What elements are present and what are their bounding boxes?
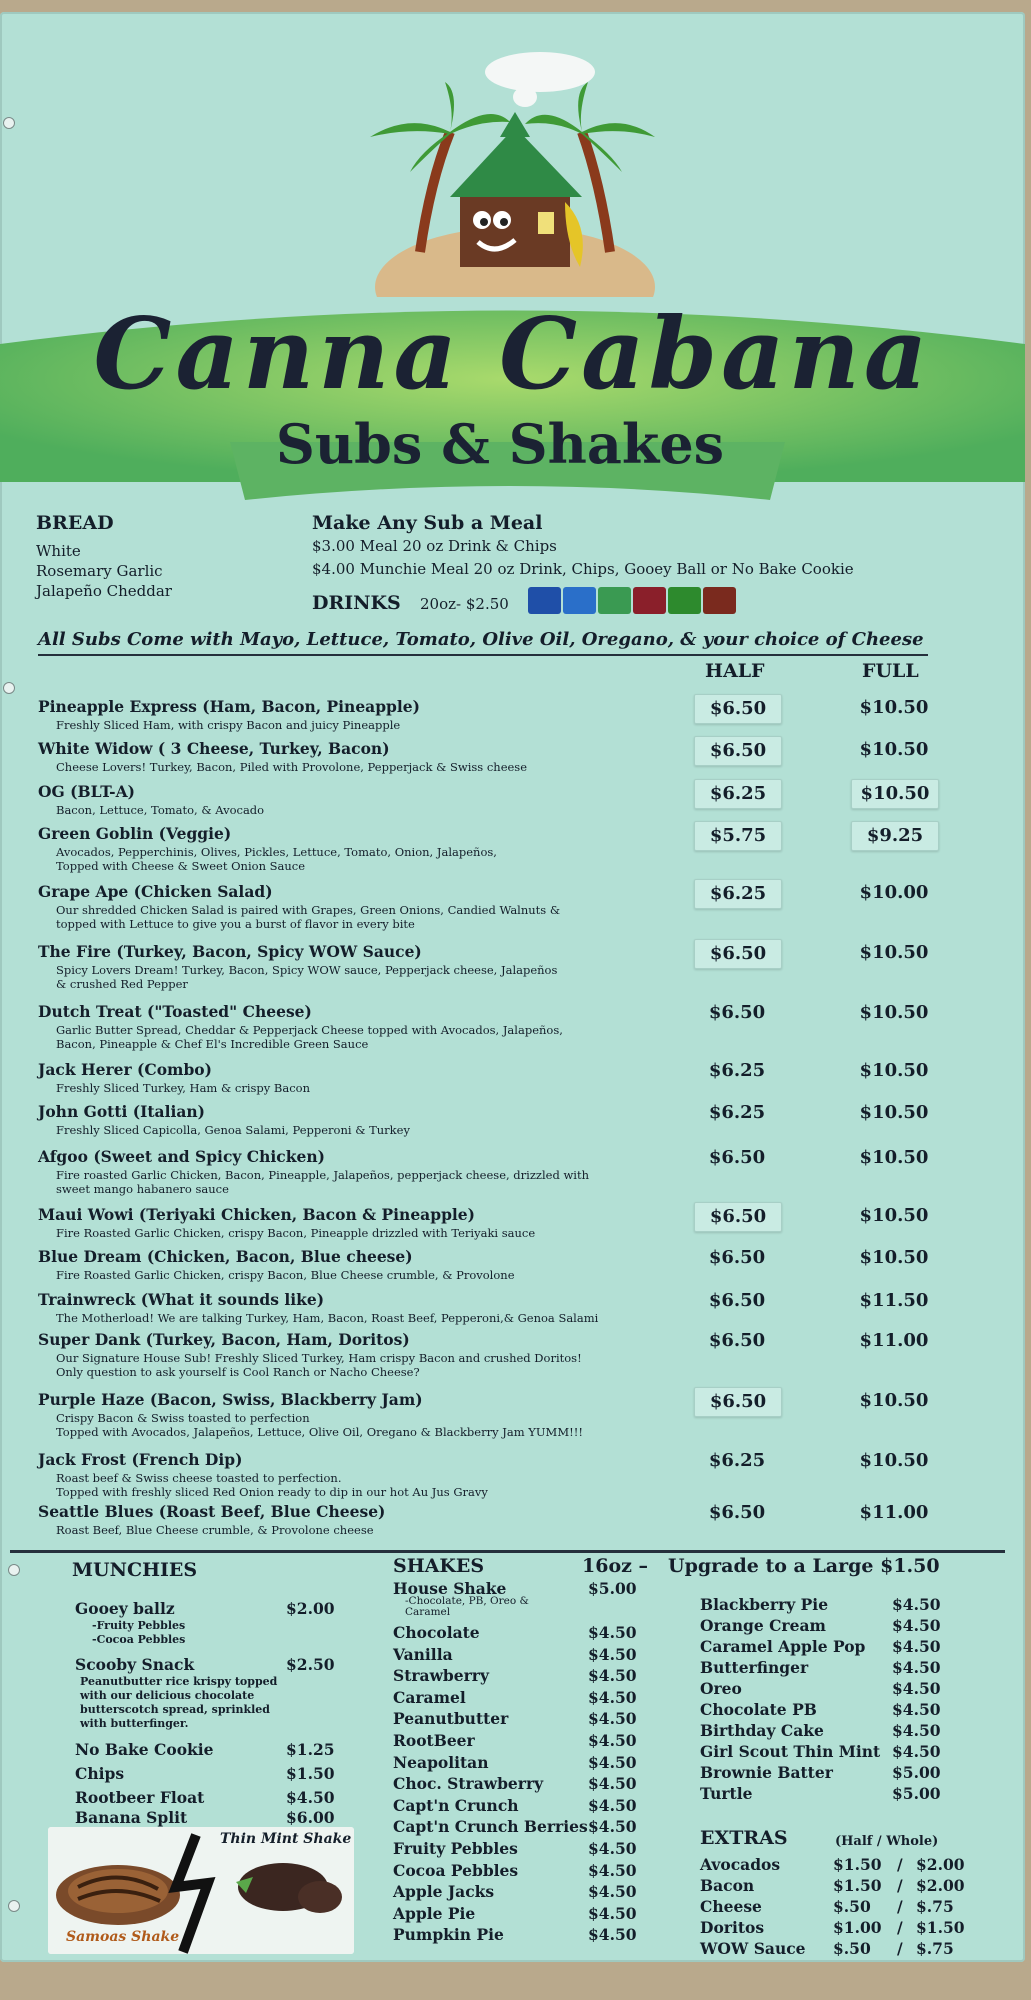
munchie-note: Peanutbutter rice krispy topped: [80, 1675, 278, 1688]
extra-whole-price: $.75: [916, 1939, 954, 1958]
sub-half-price: $6.50: [694, 736, 782, 766]
sub-half-price: $6.50: [708, 1002, 766, 1023]
sub-description: Only question to ask yourself is Cool Ranch or Nacho Cheese?: [56, 1365, 420, 1379]
sub-name: Jack Frost (French Dip): [38, 1450, 243, 1469]
munchie-name: No Bake Cookie: [75, 1740, 214, 1759]
pepsi-logo-icon: [528, 587, 561, 614]
sub-half-price: $6.50: [708, 1330, 766, 1351]
sub-name: Pineapple Express (Ham, Bacon, Pineapple): [38, 697, 420, 716]
sub-half-price: $5.75: [694, 821, 782, 851]
extra-whole-price: $1.50: [916, 1918, 965, 1937]
sub-full-price: $10.50: [859, 1002, 929, 1023]
sub-half-price: $6.50: [694, 694, 782, 724]
mountain-dew-logo-icon: [668, 587, 701, 614]
mist-logo-icon: [598, 587, 631, 614]
meal-line: $4.00 Munchie Meal 20 oz Drink, Chips, Gooey Ball or No Bake Cookie: [312, 560, 854, 578]
shake-name: Girl Scout Thin Mint: [700, 1742, 881, 1761]
sub-half-price: $6.25: [708, 1060, 766, 1081]
shake-price: $5.00: [892, 1763, 941, 1782]
shake-name: RootBeer: [393, 1731, 475, 1750]
sub-description: Our shredded Chicken Salad is paired with Grapes, Green Onions, Candied Walnuts &: [56, 903, 561, 917]
shake-name: Capt'n Crunch Berries: [393, 1817, 588, 1837]
shake-price: $4.50: [588, 1709, 637, 1729]
munchie-note: butterscotch spread, sprinkled: [80, 1703, 270, 1716]
munchie-name: Banana Split: [75, 1808, 188, 1827]
shake-price: $4.50: [892, 1742, 941, 1761]
screw: [3, 117, 15, 129]
munchie-price: $4.50: [286, 1788, 335, 1807]
shake-price: $4.50: [588, 1731, 637, 1750]
sub-full-price: $9.25: [851, 821, 939, 851]
shake-price: $5.00: [588, 1579, 637, 1598]
sub-description: Freshly Sliced Capicolla, Genoa Salami, Pepperoni & Turkey: [56, 1123, 410, 1137]
brand-title: Canna Cabana: [93, 297, 932, 412]
sub-description: Fire roasted Garlic Chicken, Bacon, Pineapple, Jalapeños, pepperjack cheese, drizzled with: [56, 1168, 590, 1182]
sub-name: Super Dank (Turkey, Bacon, Ham, Doritos): [38, 1330, 410, 1349]
sub-name: Purple Haze (Bacon, Swiss, Blackberry Jam): [38, 1390, 423, 1409]
sub-full-price: $11.00: [859, 1330, 929, 1351]
screw: [3, 682, 15, 694]
sub-description: Spicy Lovers Dream! Turkey, Bacon, Spicy WOW sauce, Pepperjack cheese, Jalapeños: [56, 963, 558, 977]
cabana-logo-icon: [350, 42, 680, 297]
half-header: HALF: [705, 660, 765, 682]
sub-full-price: $11.00: [859, 1502, 929, 1523]
sub-description: Freshly Sliced Turkey, Ham & crispy Bacon: [56, 1081, 310, 1095]
subs-note: All Subs Come with Mayo, Lettuce, Tomato, Olive Oil, Oregano, & your choice of Cheese: [38, 629, 924, 650]
shake-price: $4.50: [892, 1616, 941, 1635]
sub-half-price: $6.50: [708, 1247, 766, 1268]
munchie-note: with butterfinger.: [80, 1717, 189, 1730]
dr-pepper-logo-icon: [633, 587, 666, 614]
sub-full-price: $11.50: [859, 1290, 929, 1311]
extra-separator: /: [897, 1918, 903, 1937]
full-header: FULL: [862, 660, 919, 682]
munchie-note: with our delicious chocolate: [80, 1689, 255, 1702]
sub-half-price: $6.25: [708, 1102, 766, 1123]
sub-full-price: $10.50: [859, 1247, 929, 1268]
shake-name: House Shake: [393, 1579, 507, 1598]
sub-full-price: $10.50: [859, 1450, 929, 1471]
munchie-name: Scooby Snack: [75, 1655, 195, 1674]
extra-half-price: $.50: [833, 1939, 871, 1958]
extra-name: Avocados: [700, 1855, 781, 1874]
shake-name: Birthday Cake: [700, 1721, 824, 1740]
shake-name: Neapolitan: [393, 1752, 489, 1772]
sub-full-price: $10.50: [859, 1060, 929, 1081]
sub-half-price: $6.25: [694, 779, 782, 809]
shake-price: $4.50: [892, 1721, 941, 1740]
divider: [38, 654, 928, 656]
shake-name: Vanilla: [393, 1644, 453, 1664]
sub-description: Topped with Cheese & Sweet Onion Sauce: [56, 859, 306, 873]
sub-half-price: $6.25: [694, 879, 782, 909]
extra-separator: /: [897, 1876, 903, 1895]
promo-left-label: Samoas Shake: [66, 1929, 180, 1945]
sub-name: Afgoo (Sweet and Spicy Chicken): [38, 1147, 325, 1166]
extra-name: Bacon: [700, 1876, 755, 1895]
sub-half-price: $6.50: [694, 939, 782, 969]
shake-name: Capt'n Crunch: [393, 1795, 519, 1815]
extra-separator: /: [897, 1939, 903, 1958]
shake-name: Apple Jacks: [393, 1882, 495, 1902]
shakes-size: 16oz –: [582, 1555, 649, 1577]
extras-heading: EXTRAS: [700, 1827, 788, 1849]
sub-half-price: $6.50: [694, 1387, 782, 1417]
shake-name: Fruity Pebbles: [393, 1839, 518, 1858]
sub-name: White Widow ( 3 Cheese, Turkey, Bacon): [38, 739, 390, 758]
shake-price: $4.50: [588, 1882, 637, 1902]
shake-name: Orange Cream: [700, 1616, 826, 1635]
extra-half-price: $.50: [833, 1897, 871, 1916]
shake-price: $4.50: [588, 1774, 637, 1794]
shake-price: $4.50: [588, 1644, 637, 1664]
sub-description: Avocados, Pepperchinis, Olives, Pickles, Lettuce, Tomato, Onion, Jalapeños,: [56, 845, 497, 859]
bread-item: Rosemary Garlic: [36, 562, 163, 580]
sub-description: Cheese Lovers! Turkey, Bacon, Piled with Provolone, Pepperjack & Swiss cheese: [56, 760, 528, 774]
munchie-note: -Cocoa Pebbles: [92, 1633, 186, 1646]
shakes-upgrade: Upgrade to a Large $1.50: [668, 1555, 940, 1577]
sub-description: Garlic Butter Spread, Cheddar & Pepperjack Cheese topped with Avocados, Jalapeños,: [56, 1023, 563, 1037]
drinks-heading: DRINKS: [312, 592, 401, 614]
extra-whole-price: $.75: [916, 1897, 954, 1916]
sub-description: Our Signature House Sub! Freshly Sliced Turkey, Ham crispy Bacon and crushed Doritos!: [56, 1351, 582, 1365]
drink-logos: [528, 587, 738, 614]
bread-item: Jalapeño Cheddar: [36, 582, 172, 600]
munchie-price: $2.50: [286, 1655, 335, 1674]
sub-description: Freshly Sliced Ham, with crispy Bacon and juicy Pineapple: [56, 718, 401, 732]
munchie-name: Gooey ballz: [75, 1599, 175, 1618]
shake-price: $4.50: [588, 1903, 637, 1923]
sub-description: Topped with Avocados, Jalapeños, Lettuce, Olive Oil, Oregano & Blackberry Jam YUMM!!!: [56, 1425, 583, 1439]
munchies-heading: MUNCHIES: [72, 1559, 198, 1581]
sub-half-price: $6.50: [708, 1147, 766, 1168]
diet-pepsi-logo-icon: [563, 587, 596, 614]
extra-name: WOW Sauce: [700, 1939, 806, 1958]
sub-description: & crushed Red Pepper: [56, 977, 188, 991]
extras-columns: (Half / Whole): [835, 1834, 939, 1849]
shake-price: $4.50: [588, 1795, 637, 1815]
meal-line: $3.00 Meal 20 oz Drink & Chips: [312, 537, 557, 555]
sub-half-price: $6.50: [708, 1502, 766, 1523]
munchie-price: $1.25: [286, 1740, 335, 1759]
sub-description: Fire Roasted Garlic Chicken, crispy Bacon, Pineapple drizzled with Teriyaki sauce: [56, 1226, 536, 1240]
screw: [8, 1564, 20, 1576]
sub-description: Roast beef & Swiss cheese toasted to perfection.: [56, 1471, 342, 1485]
shake-name: Choc. Strawberry: [393, 1774, 544, 1794]
sub-full-price: $10.00: [859, 882, 929, 903]
screw: [8, 1900, 20, 1912]
sub-description: Topped with freshly sliced Red Onion ready to dip in our hot Au Jus Gravy: [56, 1485, 488, 1499]
munchie-name: Chips: [75, 1764, 125, 1783]
shake-name: Chocolate PB: [700, 1700, 817, 1719]
shake-price: $4.50: [892, 1595, 941, 1614]
extra-half-price: $1.00: [833, 1918, 882, 1937]
extra-half-price: $1.50: [833, 1855, 882, 1874]
sub-half-price: $6.25: [708, 1450, 766, 1471]
sub-name: Blue Dream (Chicken, Bacon, Blue cheese): [38, 1247, 413, 1266]
shake-name: Apple Pie: [393, 1903, 476, 1923]
munchie-note: -Fruity Pebbles: [92, 1619, 186, 1632]
sub-name: OG (BLT-A): [38, 782, 135, 801]
extra-separator: /: [897, 1897, 903, 1916]
munchie-name: Rootbeer Float: [75, 1788, 205, 1807]
sub-full-price: $10.50: [851, 779, 939, 809]
sub-name: Dutch Treat ("Toasted" Cheese): [38, 1002, 312, 1021]
extra-name: Doritos: [700, 1918, 765, 1937]
sub-name: Green Goblin (Veggie): [38, 824, 232, 843]
sub-description: Crispy Bacon & Swiss toasted to perfection: [56, 1411, 310, 1425]
menu-board: [0, 12, 1025, 1962]
sub-name: Trainwreck (What it sounds like): [38, 1290, 325, 1309]
sub-half-price: $6.50: [694, 1202, 782, 1232]
sub-name: Maui Wowi (Teriyaki Chicken, Bacon & Pineapple): [38, 1205, 475, 1224]
sub-full-price: $10.50: [859, 1205, 929, 1226]
shake-price: $4.50: [892, 1658, 941, 1677]
sub-description: topped with Lettuce to give you a burst of flavor in every bite: [56, 917, 415, 931]
shake-name: Chocolate: [393, 1623, 480, 1642]
shake-price: $4.50: [892, 1637, 941, 1656]
shake-price: $4.50: [588, 1623, 637, 1642]
shake-price: $4.50: [588, 1860, 637, 1880]
shake-price: $4.50: [588, 1752, 637, 1772]
munchie-price: $6.00: [286, 1808, 335, 1827]
extra-whole-price: $2.00: [916, 1876, 965, 1895]
meal-heading: Make Any Sub a Meal: [312, 512, 543, 534]
shake-price: $4.50: [588, 1839, 637, 1858]
shake-price: $4.50: [892, 1700, 941, 1719]
shake-name: Oreo: [700, 1679, 742, 1698]
sub-half-price: $6.50: [708, 1290, 766, 1311]
shake-price: $4.50: [588, 1666, 637, 1686]
shake-name: Cocoa Pebbles: [393, 1860, 519, 1880]
munchie-price: $2.00: [286, 1599, 335, 1618]
shake-name: Butterfinger: [700, 1658, 809, 1677]
shake-promo-image: [48, 1827, 354, 1954]
shake-note: -Chocolate, PB, Oreo & Caramel: [405, 1595, 529, 1618]
sub-full-price: $10.50: [859, 942, 929, 963]
extra-whole-price: $2.00: [916, 1855, 965, 1874]
shake-name: Peanutbutter: [393, 1709, 509, 1729]
sub-description: Fire Roasted Garlic Chicken, crispy Bacon, Blue Cheese crumble, & Provolone: [56, 1268, 515, 1282]
bread-item: White: [36, 542, 81, 560]
sub-description: Bacon, Lettuce, Tomato, & Avocado: [56, 803, 265, 817]
munchie-price: $1.50: [286, 1764, 335, 1783]
sub-name: Jack Herer (Combo): [38, 1060, 212, 1079]
sub-name: Seattle Blues (Roast Beef, Blue Cheese): [38, 1502, 386, 1521]
sub-full-price: $10.50: [859, 697, 929, 718]
sub-full-price: $10.50: [859, 1147, 929, 1168]
sub-full-price: $10.50: [859, 1102, 929, 1123]
sub-description: The Motherload! We are talking Turkey, Ham, Bacon, Roast Beef, Pepperoni,& Genoa Salami: [56, 1311, 599, 1325]
extra-name: Cheese: [700, 1897, 762, 1916]
shake-name: Caramel Apple Pop: [700, 1637, 866, 1656]
shake-name: Blackberry Pie: [700, 1595, 829, 1614]
shake-price: $4.50: [892, 1679, 941, 1698]
shake-price: $4.50: [588, 1687, 637, 1707]
shake-price: $4.50: [588, 1925, 637, 1945]
drinks-price: 20oz- $2.50: [420, 595, 509, 613]
shake-price: $5.00: [892, 1784, 941, 1803]
shake-name: Pumpkin Pie: [393, 1925, 504, 1945]
promo-right-label: Thin Mint Shake: [220, 1831, 352, 1847]
sub-description: sweet mango habanero sauce: [56, 1182, 229, 1196]
extra-half-price: $1.50: [833, 1876, 882, 1895]
mug-logo-icon: [703, 587, 736, 614]
shake-name: Strawberry: [393, 1666, 489, 1686]
sub-full-price: $10.50: [859, 1390, 929, 1411]
sub-name: John Gotti (Italian): [38, 1102, 205, 1121]
shake-price: $4.50: [588, 1817, 637, 1837]
sub-name: Grape Ape (Chicken Salad): [38, 882, 273, 901]
extra-separator: /: [897, 1855, 903, 1874]
sub-full-price: $10.50: [859, 739, 929, 760]
shake-name: Caramel: [393, 1687, 466, 1707]
sub-name: The Fire (Turkey, Bacon, Spicy WOW Sauce): [38, 942, 422, 961]
divider: [10, 1550, 1005, 1553]
sub-description: Bacon, Pineapple & Chef El's Incredible Green Sauce: [56, 1037, 369, 1051]
shake-name: Brownie Batter: [700, 1763, 833, 1782]
shake-name: Turtle: [700, 1784, 753, 1803]
sub-description: Roast Beef, Blue Cheese crumble, & Provolone cheese: [56, 1523, 374, 1537]
shakes-heading: SHAKES: [393, 1555, 485, 1577]
bread-heading: BREAD: [36, 512, 114, 534]
brand-subtitle: Subs & Shakes: [275, 412, 725, 476]
